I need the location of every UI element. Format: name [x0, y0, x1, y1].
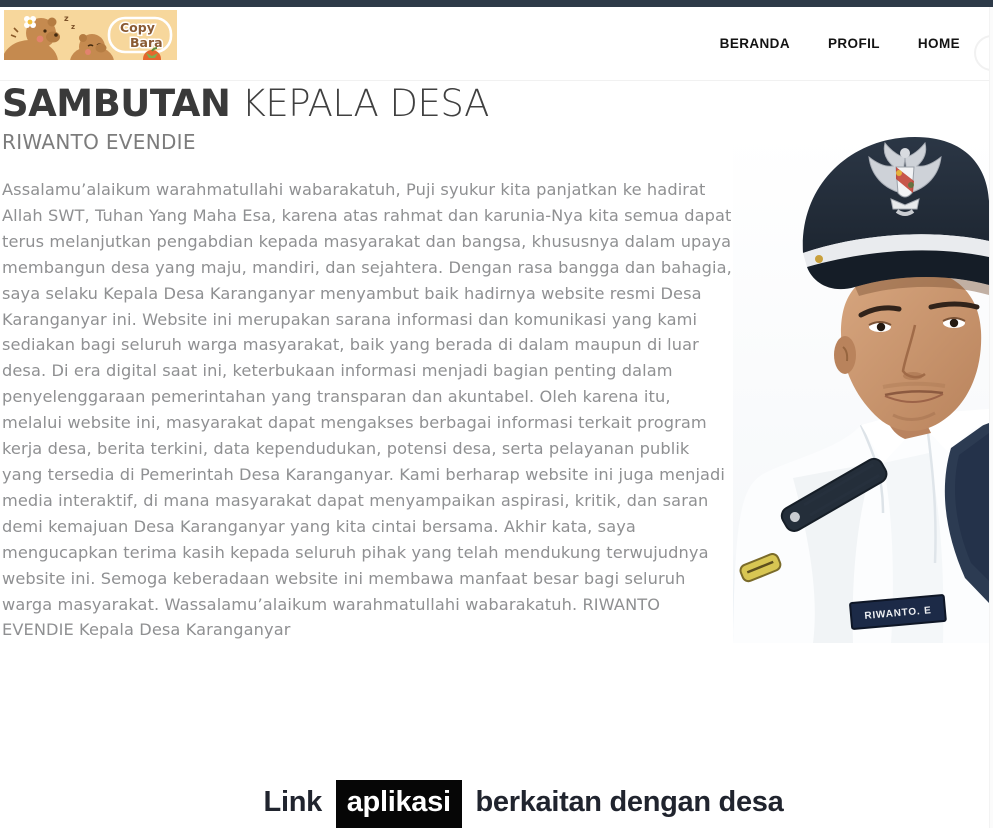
svg-text:z: z: [64, 14, 69, 23]
kepala-desa-portrait-image: [733, 133, 989, 643]
scrollbar[interactable]: [989, 7, 993, 828]
page-title-light: KEPALA DESA: [230, 82, 489, 125]
main-nav: [720, 7, 960, 80]
heading-highlight: aplikasi: [336, 780, 462, 828]
page-title-bold: SAMBUTAN: [2, 82, 231, 125]
nav-item-profil[interactable]: PROFIL: [827, 36, 880, 51]
logo-text-copy: Copy: [120, 20, 155, 35]
site-header: [0, 7, 993, 81]
svg-text:z: z: [71, 23, 76, 31]
page-subtitle: RIWANTO EVENDIE: [2, 130, 196, 154]
welcome-paragraph: Assalamu’alaikum warahmatullahi wabarakatuh, Puji syukur kita panjatkan ke hadirat Allah SWT, Tuhan Yang Maha Esa, karena atas rahmat dan karunia-Nya kita semua dapat terus melanjutkan pengabdian kepada masyarakat dan bangsa, khususnya dalam upaya membangun desa yang maju, mandiri, dan sejahtera. Dengan rasa bangga dan bahagia, saya selaku Kepala Desa Karanganyar menyambut baik hadirnya website resmi Desa Karanganyar ini. Website ini merupakan sarana informasi dan komunikasi yang kami sediakan bagi seluruh warga masyarakat, baik yang berada di dalam maupun di luar desa. Di era digital saat ini, keterbukaan informasi menjadi bagian penting dalam penyelenggaraan pemerintahan yang transparan dan akuntabel. Oleh karena itu, melalui website ini, masyarakat dapat mengakses berbagai informasi terkait program kerja desa, berita terkini, data kependudukan, potensi desa, serta pelayanan publik yang tersedia di Pemerintah Desa Karanganyar. Kami berharap website ini juga menjadi media interaktif, di mana masyarakat dapat menyampaikan aspirasi, kritik, dan saran demi kemajuan Desa Karanganyar yang kita cintai bersama. Akhir kata, saya mengucapkan terima kasih kepada seluruh pihak yang telah mendukung terwujudnya website ini. Semoga keberadaan website ini membawa manfaat besar bagi seluruh warga masyarakat. Wassalamu’alaikum warahmatullahi wabarakatuh. RIWANTO EVENDIE Kepala Desa Karanganyar: [2, 180, 732, 640]
capybara-logo-icon: [4, 10, 177, 60]
name-tag-text: RIWANTO. E: [864, 605, 933, 622]
nav-item-home[interactable]: HOME: [917, 36, 960, 51]
links-section-heading: [0, 786, 993, 819]
kepala-desa-photo: [733, 133, 989, 643]
nav-item-beranda[interactable]: BERANDA: [719, 36, 790, 51]
heading-prefix: Link: [263, 786, 330, 818]
logo-text-bara: Bara: [130, 35, 163, 50]
top-bar: [0, 0, 993, 7]
page-title: [2, 84, 489, 124]
heading-suffix: berkaitan dengan desa: [467, 786, 784, 818]
site-logo[interactable]: [4, 10, 177, 60]
ear: [834, 336, 856, 374]
